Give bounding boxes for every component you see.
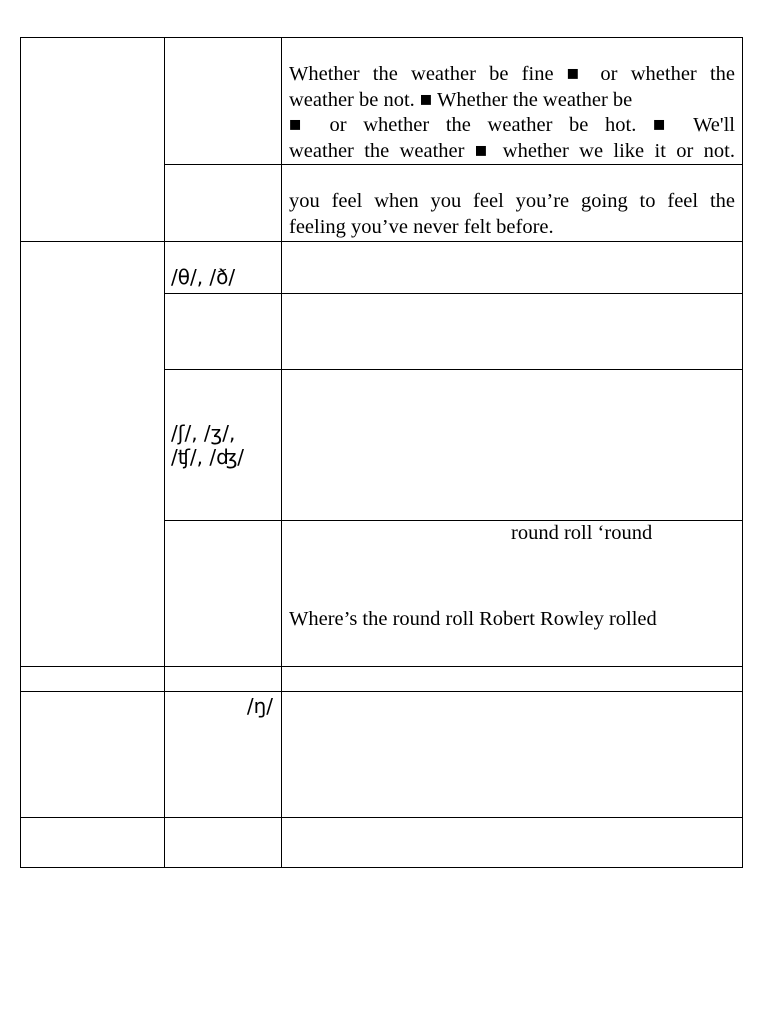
feel-tongue-twister-cell [282, 165, 743, 242]
table-row [21, 242, 743, 294]
passage-line: weather be not. ■ Whether the weather be [289, 88, 633, 111]
table-row [21, 667, 743, 692]
table-cell-empty [165, 165, 282, 242]
phonetics-table [20, 37, 743, 868]
sound-cell-th [165, 242, 282, 294]
sound-cell-sh [165, 370, 282, 521]
ipa-line: /ʃ/, /ʒ/, [171, 421, 236, 445]
table-cell-empty [165, 667, 282, 692]
passage-line: ■ or whether the weather be hot. ■ We'll [289, 114, 735, 136]
table-cell-empty [165, 38, 282, 165]
table-cell-empty [282, 370, 743, 521]
table-cell-empty [21, 667, 165, 692]
ipa-ng-sound: /ŋ/ [246, 694, 273, 718]
table-row [21, 38, 743, 165]
table-cell-empty [21, 692, 165, 818]
table-row [21, 818, 743, 868]
sound-cell-ng [165, 692, 282, 818]
feel-tongue-twister [282, 165, 742, 240]
passage-line: feeling you’ve never felt before. [289, 215, 554, 238]
table-cell-empty [165, 818, 282, 868]
table-cell-empty [282, 692, 743, 818]
table-cell-empty [282, 818, 743, 868]
table-cell-empty [282, 242, 743, 294]
table-cell-empty [165, 521, 282, 667]
weather-tongue-twister-cell [282, 38, 743, 165]
table-cell-empty [282, 667, 743, 692]
round-roll-heading: round roll ‘round [511, 522, 653, 544]
ipa-sh-sounds [165, 370, 281, 469]
passage-line: weather the weather ■ whether we like it or not. [289, 139, 735, 162]
round-roll-sentence: Where’s the round roll Robert Rowley rolled [289, 608, 657, 630]
passage-line: you feel when you feel you’re going to feel the [289, 190, 735, 212]
round-roll-cell [282, 521, 743, 667]
table-cell-empty [282, 294, 743, 370]
table-cell-empty [21, 818, 165, 868]
table-cell-empty [165, 294, 282, 370]
ipa-th-sounds: /θ/, /ð/ [171, 265, 236, 289]
ipa-line: /ʧ/, /ʤ/ [171, 445, 245, 469]
table-row [21, 692, 743, 818]
table-cell-empty [21, 242, 165, 667]
passage-line: Whether the weather be fine ■ or whether the [289, 63, 735, 85]
weather-tongue-twister [282, 38, 742, 164]
table-cell-empty [21, 38, 165, 242]
